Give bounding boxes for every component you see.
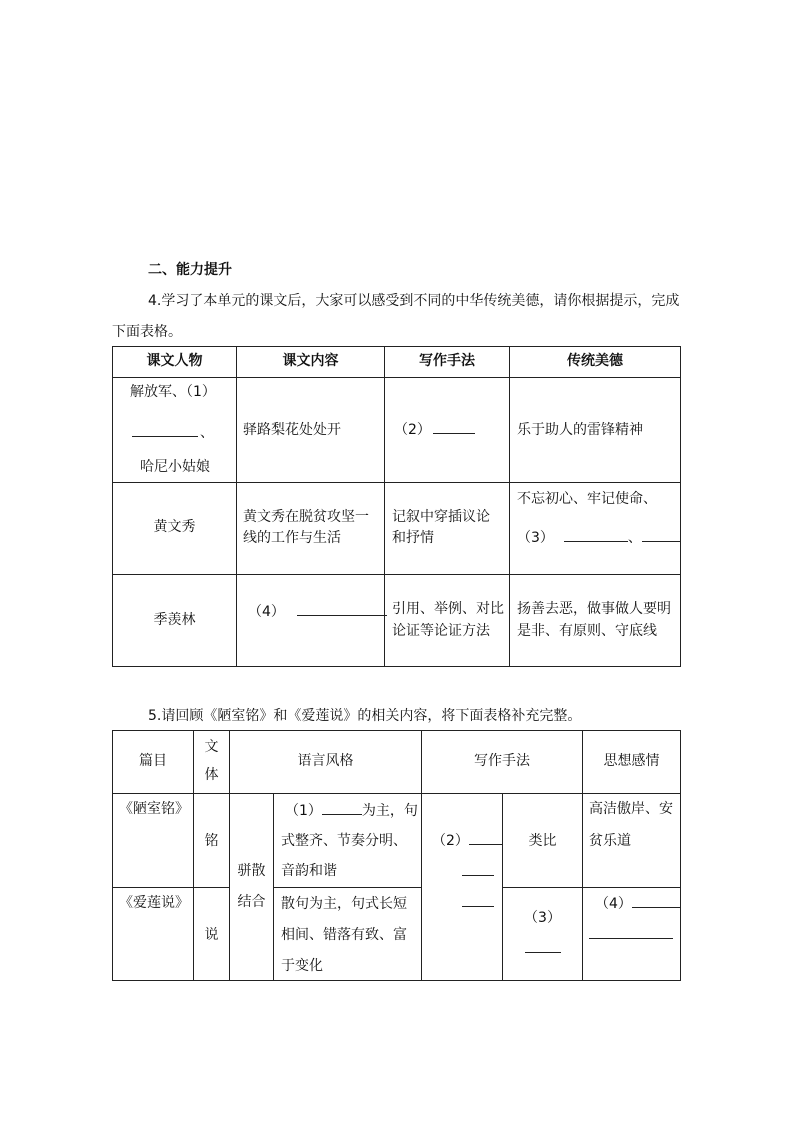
t2-shared-method-blank2 <box>462 857 494 888</box>
t2-row1-method: 类比 <box>528 833 557 849</box>
t2-row2-style-line1: 散句为主，句式长短 <box>281 896 407 912</box>
t2-row2-method: （3） <box>524 910 561 926</box>
row3-virtue-line2: 是非、有原则、守底线 <box>517 623 657 639</box>
row3-method-line2: 论证等论证方法 <box>392 623 490 639</box>
row1-person-line3: 哈尼小姑娘 <box>140 459 210 475</box>
row2-content-line1: 黄文秀在脱贫攻坚一 <box>243 509 369 525</box>
row2-virtue-line2: （3） 、 <box>517 523 680 554</box>
blank-4[interactable] <box>297 597 387 616</box>
t2-row1-style-line2: 式整齐、节奏分明、 <box>281 833 407 849</box>
row1-virtue: 乐于助人的雷锋精神 <box>517 422 643 438</box>
t2-row2-title: 《爱莲说》 <box>119 895 189 911</box>
t2-blank-3[interactable] <box>525 934 561 953</box>
row2-method-line2: 和抒情 <box>392 530 434 546</box>
header-content: 课文内容 <box>282 353 339 369</box>
t2-shared-method-blank3 <box>462 888 494 919</box>
row1-person-line1: 解放军、（1） <box>130 384 216 400</box>
t2-blank-2a[interactable] <box>469 826 503 845</box>
t2-row2-style-line3: 于变化 <box>281 958 323 974</box>
question-4-text: 4.学习了本单元的课文后，大家可以感受到不同的中华传统美德，请你根据提示，完成 <box>148 293 680 309</box>
row2-content-line2: 线的工作与生活 <box>243 530 341 546</box>
t2-header-genre-1: 文 <box>204 739 219 755</box>
blank-3b[interactable] <box>642 523 680 542</box>
row2-method-line1: 记叙中穿插议论 <box>392 509 490 525</box>
t2-row2-method-blank <box>525 934 561 965</box>
row3-person: 季羡林 <box>153 612 196 628</box>
t2-row1-emotion-line2: 贫乐道 <box>589 833 631 849</box>
row2-virtue-line1: 不忘初心、牢记使命、 <box>517 491 657 507</box>
blank-2[interactable] <box>433 415 475 434</box>
t2-row2-emotion-line2 <box>589 920 673 951</box>
t2-header-emotion: 思想感情 <box>603 753 660 769</box>
t2-blank-4b[interactable] <box>589 920 673 939</box>
t2-row2-style-line2: 相间、错落有致、富 <box>281 927 407 943</box>
blank-1[interactable] <box>132 418 198 437</box>
t2-shared-style-line1: 骈散 <box>237 863 266 879</box>
row3-method-line1: 引用、举例、对比 <box>392 601 504 617</box>
section-heading: 二、能力提升 <box>148 262 232 278</box>
row2-person: 黄文秀 <box>153 519 196 535</box>
t2-row2-genre: 说 <box>204 927 219 943</box>
t2-row1-style-line3: 音韵和谐 <box>281 863 337 879</box>
header-virtue: 传统美德 <box>567 353 623 369</box>
t2-row1-title: 《陋室铭》 <box>119 801 189 817</box>
t2-blank-2c[interactable] <box>462 888 494 907</box>
t2-header-genre-2: 体 <box>204 767 219 783</box>
t2-row1-genre: 铭 <box>204 833 219 849</box>
t2-blank-2b[interactable] <box>462 857 494 876</box>
t2-shared-style-line2: 结合 <box>237 894 266 910</box>
t2-header-method: 写作手法 <box>474 753 530 769</box>
row1-method: （2） <box>394 415 475 446</box>
blank-3a[interactable] <box>564 523 628 542</box>
header-person: 课文人物 <box>146 353 203 369</box>
t2-header-title: 篇目 <box>139 753 167 769</box>
row1-content: 驿路梨花处处开 <box>243 422 341 438</box>
t2-row2-emotion-line1: （4） <box>595 889 680 920</box>
t2-row1-style-line1: （1） 为主，句 <box>285 796 418 827</box>
t2-shared-method: （2） <box>432 826 503 857</box>
row3-virtue-line1: 扬善去恶，做事做人要明 <box>517 601 671 617</box>
row3-content: （4） <box>248 597 387 628</box>
header-method: 写作手法 <box>419 353 475 369</box>
t2-header-style: 语言风格 <box>297 753 354 769</box>
t2-blank-4a[interactable] <box>632 889 680 908</box>
row1-person-line2: 、 <box>132 418 214 449</box>
question-5-text: 5.请回顾《陋室铭》和《爱莲说》的相关内容，将下面表格补充完整。 <box>148 708 582 724</box>
t2-blank-1[interactable] <box>322 796 362 815</box>
question-4-text-cont: 下面表格。 <box>112 324 182 340</box>
t2-row1-emotion-line1: 高洁傲岸、安 <box>589 801 673 817</box>
